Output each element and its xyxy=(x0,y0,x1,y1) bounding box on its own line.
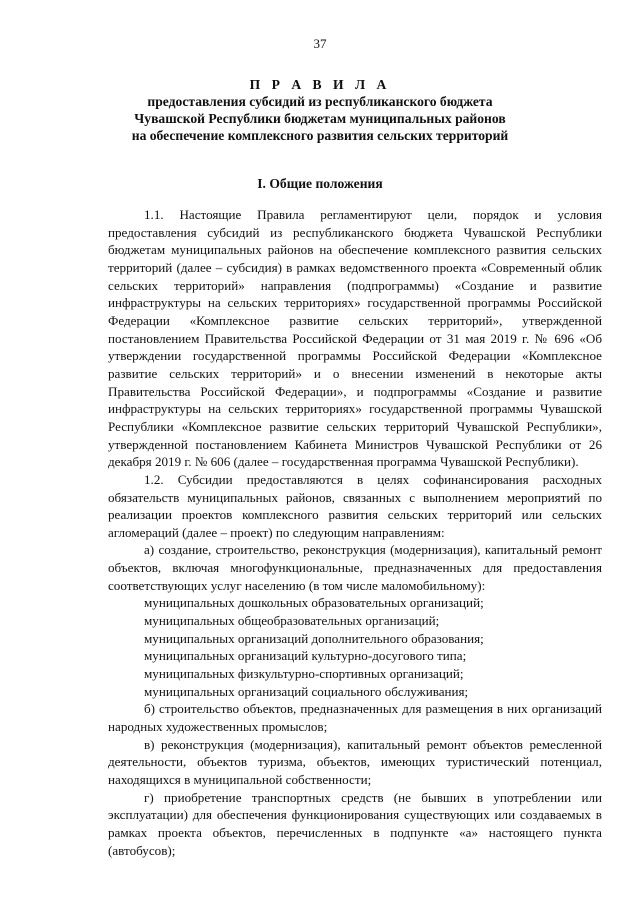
document-body xyxy=(108,206,602,859)
list-item: муниципальных организаций социального обслуживания; xyxy=(144,683,469,699)
list-item: муниципальных физкультурно-спортивных организаций; xyxy=(144,666,464,682)
document-subtitle-line: на обеспечение комплексного развития сельских территорий xyxy=(131,128,509,143)
list-item: муниципальных дошкольных образовательных организаций; xyxy=(144,595,484,611)
subparagraph-a: а) создание, строительство, реконструкция (модернизация), капитальный ремонт объектов, включая многофункциональные, предназначенных для предоставления соответствующих услуг населению (в том числе маломобильному): xyxy=(108,542,602,593)
subparagraph-v: в) реконструкция (модернизация), капитальный ремонт объектов ремесленной деятельности, объектов туризма, объектов, имеющих туристический потенциал, находящихся в муниципальной собственности; xyxy=(108,736,602,787)
list-item: муниципальных организаций дополнительного образования; xyxy=(144,630,484,646)
paragraph-1-1: 1.1. Настоящие Правила регламентируют цели, порядок и условия предоставления субсидий из республиканского бюджета Чувашской Республики бюджетам муниципальных районов на обеспечение комплексного развития сельских территорий (далее – субсидия) в рамках ведомственного проекта «Современный облик сельских территорий» направления (подпрограммы) «Создание и развитие инфраструктуры на сельских территориях» государственной программы Российской Федерации «Комплексное развитие сельских территорий», утвержденной постановлением Правительства Российской Федерации от 31 мая 2019 г. № 696 «Об утверждении государственной программы Российской Федерации «Комплексное развитие сельских территорий» и о внесении изменений в некоторые акты Правительства Российской Федерации», и подпрограммы «Создание и развитие инфраструктуры на сельских территориях» государственной программы Чувашской Республики «Комплексное развитие сельских территорий Чувашской Республики», утвержденной постановлением Кабинета Министров Чувашской Республики от 26 декабря 2019 г. № 606 (далее – государственная программа Чувашской Республики). xyxy=(108,207,602,470)
document-title: П Р А В И Л А xyxy=(249,77,391,92)
document-title-block xyxy=(0,76,640,144)
list-item: муниципальных общеобразовательных организаций; xyxy=(144,613,440,629)
document-subtitle-line: Чувашской Республики бюджетам муниципальных районов xyxy=(134,111,506,126)
subparagraph-g: г) приобретение транспортных средств (не бывших в употреблении или эксплуатации) для обеспечения функционирования существующих или создаваемых в рамках проекта объектов, перечисленных в подпункте «а» настоящего пункта (автобусов); xyxy=(108,789,602,858)
list-item: муниципальных организаций культурно-досугового типа; xyxy=(144,648,467,664)
document-subtitle-line: предоставления субсидий из республиканского бюджета xyxy=(147,94,493,109)
paragraph-1-2: 1.2. Субсидии предоставляются в целях софинансирования расходных обязательств муниципальных районов, связанных с выполнением мероприятий по реализации проектов комплексного развития сельских территорий или сельских агломераций (далее – проект) по следующим направлениям: xyxy=(108,471,602,540)
subparagraph-b: б) строительство объектов, предназначенных для размещения в них организаций народных художественных промыслов; xyxy=(108,701,602,735)
page-number: 37 xyxy=(313,36,327,51)
section-heading: I. Общие положения xyxy=(257,176,383,191)
